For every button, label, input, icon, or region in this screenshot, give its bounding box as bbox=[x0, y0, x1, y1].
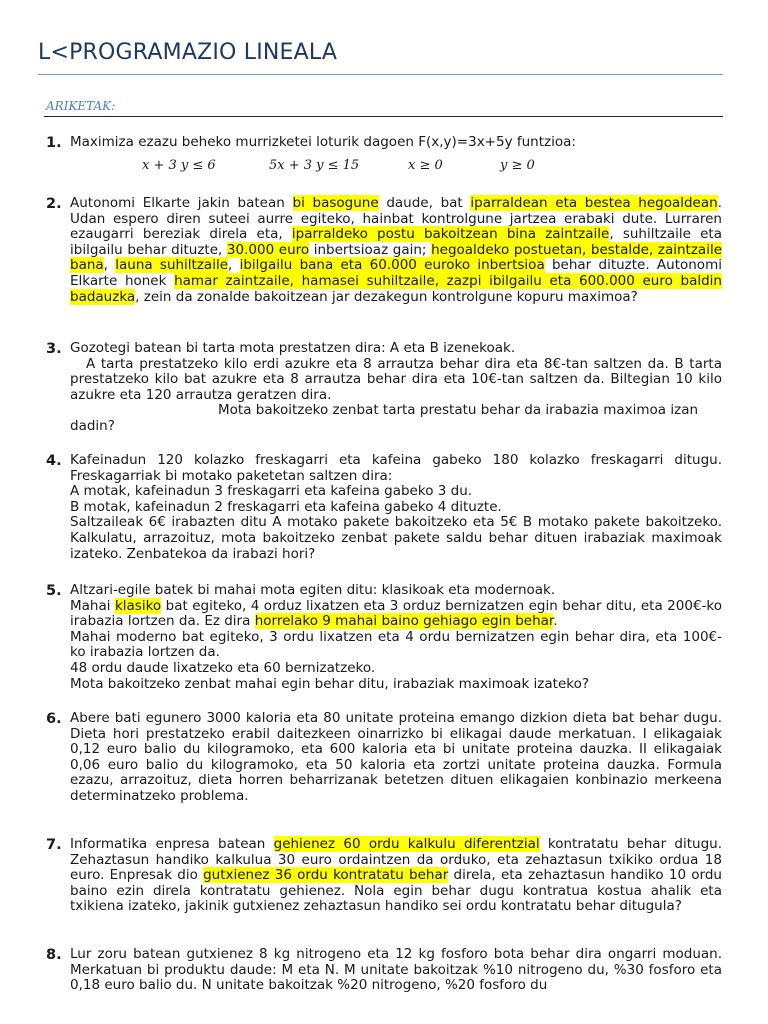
highlighted-text: horrelako 9 mahai baino gehiago egin behar bbox=[254, 613, 554, 630]
highlighted-text: iparraldeko postu bakoitzean bina zaintzaile bbox=[291, 226, 610, 243]
text-run: inbertsioaz gain; bbox=[309, 241, 432, 258]
text-run: Informatika enpresa batean bbox=[70, 836, 274, 852]
text-line: dadin? bbox=[70, 417, 115, 434]
highlighted-text: klasiko bbox=[114, 597, 162, 614]
text-line: 48 ordu daude lixatzeko eta 60 bernizatzeko. bbox=[70, 659, 376, 676]
text-line: Kafeinadun 120 kolazko freskagarri eta kafeina gabeko 180 kolazko freskagarri ditugu. Freskagarriak bi motako paketetan saltzen dira: bbox=[70, 452, 722, 484]
exercise-5 bbox=[46, 583, 722, 692]
highlighted-text: launa suhiltzaile bbox=[115, 257, 229, 274]
exercise-text: Abere bati egunero 3000 kaloria eta 80 unitate proteina emango dizkion dieta bat behar dugu. Dieta hori prestatzeko erabil daitezkeen oinarrizko bi elikagai daude merkatuan. I elikagaiak 0,12 euro balio du kilogramoko, eta 600 kaloria eta bi unitate proteina dauzka. II elikagaiak 0,06 euro balio du kilogramoko, eta 50 kaloria eta zortzi unitate proteina dauzka. Formula ezazu, arrazoituz, dieta horren beharrizanak betetzen dituen elikagaien konbinazio merkeena determinatzeko problema. bbox=[70, 710, 722, 804]
highlighted-text: 30.000 euro bbox=[226, 241, 310, 258]
text-line: Mota bakoitzeko zenbat tarta prestatu behar da irabazia maximoa izan bbox=[218, 402, 699, 419]
highlighted-text: ibilgailu bana eta 60.000 euroko inbertsioa bbox=[239, 257, 545, 274]
text-run: Autonomi Elkarte jakin batean bbox=[70, 195, 293, 211]
constraint: y ≥ 0 bbox=[500, 158, 535, 173]
exercise-text bbox=[70, 583, 722, 692]
constraint: 5x + 3 y ≤ 15 bbox=[269, 158, 360, 173]
text-run: daude, bat bbox=[378, 195, 471, 211]
text-line: Saltzaileak 6€ irabazten ditu A motako pakete bakoitzeko eta 5€ B motako pakete bakoitzeko. Kalkulatu, arrazoituz, mota bakoitzeko zenbat pakete saldu behar dituen irabaziak maximoak izateko. Zenbatekoa da irabazi hori? bbox=[70, 514, 722, 562]
text-line bbox=[70, 357, 722, 404]
exercise-text bbox=[70, 196, 722, 305]
text-line: Gozotegi batean bi tarta mota prestatzen dira: A eta B izenekoak. bbox=[70, 340, 516, 356]
highlighted-text: hamar zaintzaile, hamasei suhiltzaile, zazpi ibilgailu eta 600.000 euro baldin badauzka bbox=[70, 272, 722, 305]
text-run: . bbox=[553, 613, 558, 630]
exercise-text bbox=[70, 341, 722, 435]
exercise-4 bbox=[46, 453, 722, 562]
text-run: , bbox=[228, 257, 240, 274]
highlighted-text: gehienez 60 ordu kalkulu diferentzial bbox=[273, 836, 540, 852]
text-line: A motak, kafeinadun 3 freskagarri eta kafeina gabeko 3 du. bbox=[70, 483, 473, 500]
constraint: x + 3 y ≤ 6 bbox=[142, 158, 216, 173]
text-run: bat egiteko, 4 orduz lixatzen eta 3 orduz bernizatzen egin behar ditu, eta 200€-ko irabazia lortzen da. Ez dira bbox=[70, 597, 722, 630]
highlighted-text: iparraldean eta bestea hegoaldean bbox=[470, 195, 718, 211]
exercise-1 bbox=[46, 135, 722, 151]
exercise-number: 2. bbox=[46, 196, 62, 212]
text-line: Mota bakoitzeko zenbat mahai egin behar ditu, irabaziak maximoak izateko? bbox=[70, 675, 590, 692]
exercise-number: 3. bbox=[46, 341, 62, 357]
exercise-number: 6. bbox=[46, 711, 62, 727]
highlighted-text: hegoaldeko postuetan, bestalde, zaintzaile bana bbox=[70, 241, 723, 274]
constraint-row bbox=[142, 158, 542, 176]
exercise-text bbox=[70, 837, 722, 915]
exercise-number: 1. bbox=[46, 135, 62, 151]
exercise-2 bbox=[46, 196, 722, 305]
text-run: direla, eta zehaztasun handiko 10 ordu baino ezin direla kontratatu gehienez. Nola egin behar dugu kontratua kostua ahalik eta txikiena izateko, jakinik gutxienez zehaztasun handiko sei ordu kontratatu behar ditugula? bbox=[70, 867, 722, 915]
exercise-3 bbox=[46, 341, 722, 435]
text-run: , suhiltzaile eta ibilgailu behar dituzte, bbox=[70, 226, 722, 258]
exercise-number: 5. bbox=[46, 583, 62, 599]
text-run: Mahai bbox=[70, 597, 115, 614]
exercise-8 bbox=[46, 947, 722, 994]
exercise-6 bbox=[46, 711, 722, 805]
exercise-number: 4. bbox=[46, 453, 62, 469]
text-run: A tarta prestatzeko kilo erdi azukre eta 8 arrautza behar dira eta 8€-tan saltzen da. B tarta prestatzeko kilo bat azukre eta 8 arrautza behar dira eta 10€-tan saltzen da. Biltegian 10 kilo azukre eta 120 arrautza geratzen dira. bbox=[70, 355, 722, 403]
text-line: Altzari-egile batek bi mahai mota egiten ditu: klasikoak eta modernoak. bbox=[70, 582, 556, 598]
exercise-text: Lur zoru batean gutxienez 8 kg nitrogeno eta 12 kg fosforo bota behar dira ongarri moduan. Merkatuan bi produktu daude: M eta N. M unitate bakoitzak %10 nitrogeno du, %30 fosforo eta 0,18 euro balio du. N unitate bakoitzak %20 nitrogeno, %20 fosforo du bbox=[70, 946, 722, 994]
highlighted-text: gutxienez 36 ordu kontratatu behar bbox=[203, 867, 449, 884]
page-title: L<PROGRAMAZIO LINEALA bbox=[38, 40, 338, 65]
constraint: x ≥ 0 bbox=[408, 158, 443, 173]
text-run: . Udan espero diren suteei aurre egiteko, hainbat kontrolgune jartzea erabaki dute. Lurraren ezaugarri bereziak direla eta, bbox=[70, 195, 722, 243]
text-run: , bbox=[103, 257, 116, 274]
text-run: , zein da zonalde bakoitzean jar dezakegun kontrolgune kopuru maximoa? bbox=[135, 288, 638, 305]
highlighted-text: bi basogune bbox=[292, 195, 379, 211]
exercise-number: 8. bbox=[46, 947, 62, 963]
text-line: Mahai moderno bat egiteko, 3 ordu lixatzen eta 4 ordu bernizatzen egin behar dira, eta 100€- ko irabazia lortzen da. bbox=[70, 628, 722, 661]
exercise-text: Maximiza ezazu beheko murrizketei loturik dagoen F(x,y)=3x+5y funtzioa: bbox=[70, 134, 576, 150]
text-run: kontratatu behar ditugu. Zehaztasun handiko kalkulua 30 euro ordaintzen da orduko, eta zehaztasun txikiko ordua 18 euro. Enpresak dio bbox=[70, 836, 722, 884]
section-heading: ARIKETAK: bbox=[46, 99, 116, 113]
text-line bbox=[70, 599, 722, 630]
exercise-7 bbox=[46, 837, 722, 915]
text-run: behar dituzte. Autonomi Elkarte honek bbox=[70, 257, 722, 289]
text-line: B motak, kafeinadun 2 freskagarri eta kafeina gabeko 4 dituzte. bbox=[70, 498, 502, 515]
exercise-text bbox=[70, 453, 722, 562]
exercise-number: 7. bbox=[46, 837, 62, 853]
